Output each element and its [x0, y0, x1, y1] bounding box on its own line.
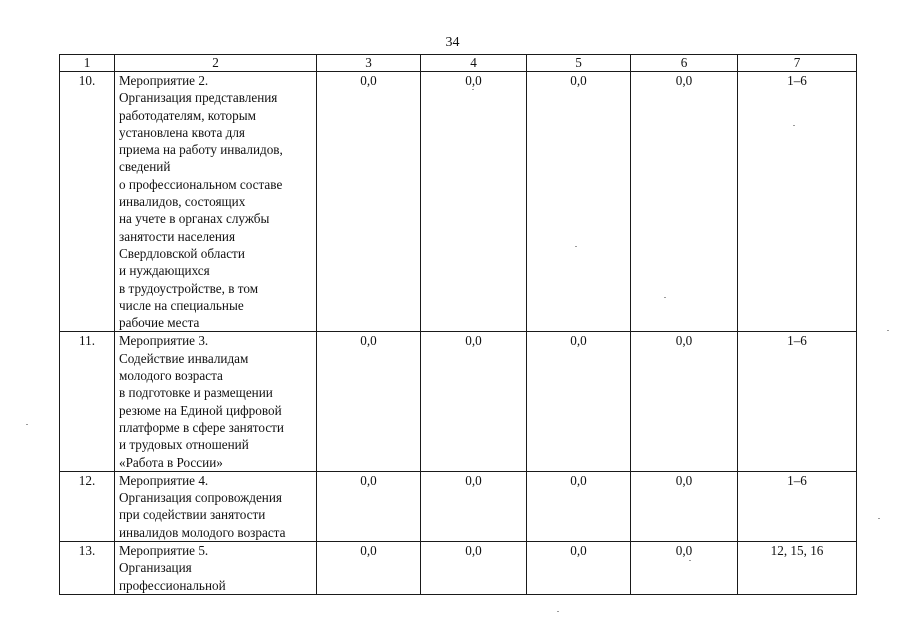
activity-name-line: работодателям, которым	[119, 107, 256, 123]
activity-name	[115, 332, 317, 471]
scan-speck	[557, 611, 559, 612]
activity-name-line: Организация представления	[119, 90, 278, 106]
value-col-5: 0,0	[527, 72, 631, 332]
activity-name-line: резюме на Единой цифровой	[119, 402, 282, 418]
activity-name-line: Организация	[119, 560, 192, 576]
value-col-4: 0,0	[421, 542, 527, 595]
value-col-5: 0,0	[527, 332, 631, 471]
table-row	[60, 542, 857, 595]
header-row	[60, 55, 857, 72]
activity-name-line: приема на работу инвалидов,	[119, 142, 283, 158]
value-col-5: 0,0	[527, 471, 631, 541]
activity-name-line: инвалидов, состоящих	[119, 194, 246, 210]
activity-name-line: занятости населения	[119, 228, 236, 244]
activity-name-line: профессиональной	[119, 577, 226, 593]
activity-name-line: молодого возраста	[119, 368, 223, 384]
header-col-7: 7	[738, 55, 857, 72]
value-col-6: 0,0	[631, 72, 738, 332]
activity-name-line: и трудовых отношений	[119, 437, 249, 453]
activity-name-line: в подготовке и размещении	[119, 385, 273, 401]
activity-name-line: Мероприятие 4.	[119, 472, 209, 488]
value-col-5: 0,0	[527, 542, 631, 595]
value-col-4: 0,0	[421, 332, 527, 471]
activity-name-line: и нуждающихся	[119, 263, 210, 279]
activity-name	[115, 542, 317, 595]
header-col-6: 6	[631, 55, 738, 72]
header-col-5: 5	[527, 55, 631, 72]
activity-name-line: Мероприятие 3.	[119, 333, 209, 349]
header-col-2: 2	[115, 55, 317, 72]
scan-speck	[887, 330, 889, 331]
value-col-6: 0,0	[631, 332, 738, 471]
activity-name-line: Организация сопровождения	[119, 490, 282, 506]
activity-name-line: при содействии занятости	[119, 507, 266, 523]
activity-name-line: установлена квота для	[119, 124, 245, 140]
activity-name-line: рабочие места	[119, 315, 200, 331]
value-col-6: 0,0	[631, 542, 738, 595]
scan-speck	[575, 246, 577, 247]
scan-speck	[26, 424, 28, 425]
table-header	[60, 55, 857, 72]
value-col-3: 0,0	[317, 471, 421, 541]
scan-speck	[689, 560, 691, 561]
activity-name-line: сведений	[119, 159, 171, 175]
row-number: 12.	[60, 471, 115, 541]
page-number: 34	[445, 35, 460, 50]
activity-name-line: на учете в органах службы	[119, 211, 270, 227]
value-col-3: 0,0	[317, 72, 421, 332]
value-col-4: 0,0	[421, 72, 527, 332]
value-col-4: 0,0	[421, 471, 527, 541]
activity-name-line: Мероприятие 2.	[119, 73, 209, 88]
value-col-7: 1–6	[738, 72, 857, 332]
row-number: 13.	[60, 542, 115, 595]
value-col-3: 0,0	[317, 332, 421, 471]
activity-name-line: Мероприятие 5.	[119, 543, 209, 559]
header-col-3: 3	[317, 55, 421, 72]
activity-name	[115, 471, 317, 541]
value-col-7: 12, 15, 16	[738, 542, 857, 595]
activities-table	[59, 54, 857, 595]
activity-name-line: платформе в сфере занятости	[119, 419, 284, 435]
scan-speck	[793, 125, 795, 126]
table-row	[60, 332, 857, 471]
activity-name-line: инвалидов молодого возраста	[119, 524, 286, 540]
value-col-7: 1–6	[738, 332, 857, 471]
scan-speck	[472, 89, 474, 90]
scan-speck	[878, 518, 880, 519]
activity-name-line: о профессиональном составе	[119, 176, 283, 192]
activity-name-line: «Работа в России»	[119, 454, 223, 470]
scan-speck	[664, 297, 666, 298]
header-col-1: 1	[60, 55, 115, 72]
activity-name-line: в трудоустройстве, в том	[119, 280, 259, 296]
table-body	[60, 72, 857, 595]
activity-name-line: числе на специальные	[119, 297, 244, 313]
value-col-6: 0,0	[631, 471, 738, 541]
value-col-7: 1–6	[738, 471, 857, 541]
value-col-3: 0,0	[317, 542, 421, 595]
table-row	[60, 72, 857, 332]
activity-name-line: Свердловской области	[119, 245, 245, 261]
row-number: 11.	[60, 332, 115, 471]
activity-name-line: Содействие инвалидам	[119, 350, 249, 366]
table-row	[60, 471, 857, 541]
row-number: 10.	[60, 72, 115, 332]
header-col-4: 4	[421, 55, 527, 72]
activity-name	[115, 72, 317, 332]
